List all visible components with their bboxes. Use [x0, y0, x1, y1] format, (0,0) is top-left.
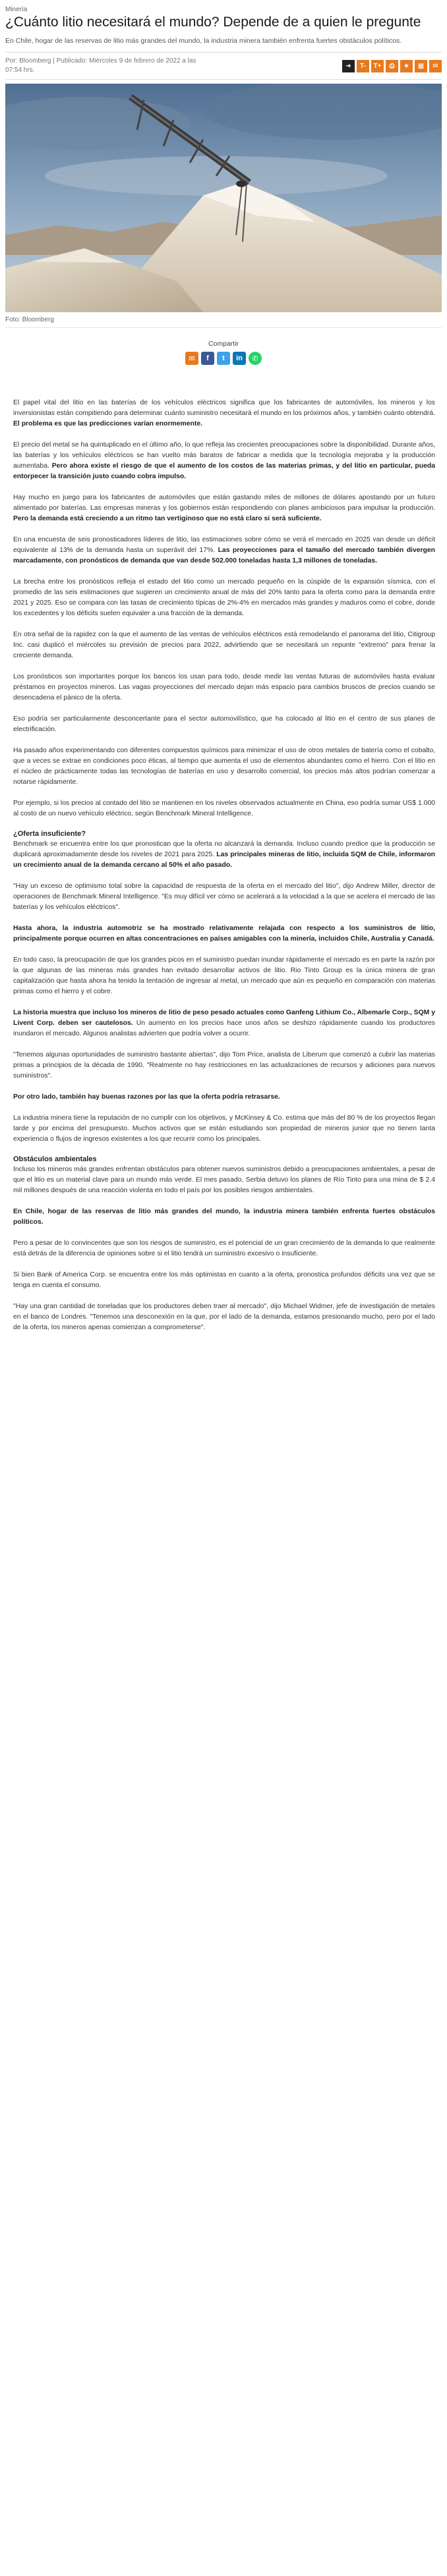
favorite-icon[interactable]: ★ — [400, 60, 413, 72]
article-paragraph — [13, 1165, 435, 1196]
paragraph-text: Si bien Bank of America Corp. se encuentra entre los más optimistas en cuanto a la oferta, pronostica profundos déficits una vez que se tenga en cuenta el consumo. — [13, 1271, 435, 1289]
meta-bar — [5, 52, 442, 80]
article-paragraph — [13, 1092, 435, 1103]
byline: Por: Bloomberg | Publicado: Miércoles 9 de febrero de 2022 a las 07:54 hrs. — [5, 57, 196, 74]
photo-caption: Foto: Bloomberg — [5, 316, 442, 328]
font-increase-button[interactable]: T+ — [371, 60, 384, 72]
section-tag[interactable]: Minería — [5, 6, 28, 13]
article-paragraph — [13, 1302, 435, 1333]
paragraph-highlight: Pero la demanda está creciendo a un ritmo tan vertiginoso que no está claro si será suficiente. — [13, 515, 322, 522]
share-icons — [5, 352, 442, 365]
share-arrow-icon[interactable]: ➜ — [342, 60, 355, 72]
article-paragraph — [13, 672, 435, 703]
paragraph-text: En otra señal de la rapidez con la que el aumento de las ventas de vehículos eléctricos está remodelando el panorama del litio, Citigroup Inc. casi duplicó el miércoles su previsión de precios para 2022, advirtiendo que se necesitará un repunte "extremo" para frenar la creciente demanda. — [13, 631, 435, 659]
paragraph-highlight: Las principales mineras de litio, incluida SQM de Chile, informaron un crecimiento anual de la demanda cercano al 50% el año pasado. — [13, 851, 436, 869]
linkedin-icon[interactable]: in — [233, 352, 246, 365]
paragraph-text: "Hay una gran cantidad de toneladas que los productores deben traer al mercado", dijo Michael Widmer, jefe de investigación de metales en el banco de Londres. "Tenemos una desconexión en la que, por el lado de la demanda, estamos presionando mucho, pero por el lado de la oferta, los mineros apenas comienzan a comprometerse". — [13, 1303, 435, 1331]
share-label: Compartir — [208, 340, 239, 348]
article-toolbar — [342, 60, 442, 72]
article-paragraph — [13, 714, 435, 735]
article-paragraph — [13, 798, 435, 819]
paragraph-text: Por ejemplo, si los precios al contado del litio se mantienen en los niveles observados actualmente en China, eso podría sumar US$ 1.000 al costo de un nuevo vehículo eléctrico, según Benchmark Mineral Intelligence. — [13, 800, 435, 817]
twitter-icon[interactable]: t — [217, 352, 230, 365]
article-paragraph — [13, 440, 435, 482]
paragraph-text: "Hay un exceso de optimismo total sobre la capacidad de respuesta de la oferta en el mercado del litio", dijo Andrew Miller, director de operaciones de Benchmark Mineral Intelligence. "Es muy difícil ver cómo se acelerará a la velocidad a la que se acelera el mercado de las baterías y los vehículos eléctricos". — [13, 883, 435, 911]
paragraph-text: Pero a pesar de lo convincentes que son los riesgos de suministro, es el potencial de un gran crecimiento de la demanda lo que realmente está detrás de la diferencia de opiniones sobre si el litio tendrá un suministro excesivo o insuficiente. — [13, 1240, 435, 1257]
article-paragraph — [13, 1207, 435, 1228]
paragraph-text: Ha pasado años experimentando con diferentes compuestos químicos para minimizar el uso de otros metales de batería como el cobalto, que a veces se extrae en condiciones poco éticas, al tiempo que aumenta el uso de elementos abundantes como el hierro. Con el litio en el núcleo de prácticamente todas las tecnologías de baterías en uso y desarrollo comercial, los precios más altos podrían comenzar a notarse rápidamente. — [13, 747, 435, 786]
article-paragraph — [13, 746, 435, 788]
article-paragraph — [13, 881, 435, 913]
paragraph-highlight: Pero ahora existe el riesgo de que el aumento de los costos de las materias primas, y del litio en particular, pueda entorpecer la transición justo cuando cobra impulso. — [13, 462, 435, 480]
section-heading: ¿Oferta insuficiente? — [13, 830, 86, 838]
article-paragraph — [13, 493, 435, 524]
paragraph-text: El papel vital del litio en las baterías de los vehículos eléctricos significa que los fabricantes de automóviles, los mineros y los inversionistas están compitiendo para determinar cuánto suministro necesitará el mundo en los próximos años, y también cuánto obtendrá. — [13, 399, 435, 417]
section-heading: Obstáculos ambientales — [13, 1155, 97, 1163]
paragraph-highlight: Las proyecciones para el tamaño del mercado también divergen marcadamente, con pronósticos de demanda que van desde 502.000 toneladas hasta 1,3 millones de toneladas. — [13, 547, 436, 564]
paragraph-highlight: El problema es que las predicciones varían enormemente. — [13, 420, 203, 427]
article-paragraph — [13, 1270, 435, 1291]
hero-photo — [5, 84, 442, 312]
article-paragraph — [13, 535, 435, 566]
paragraph-text: Benchmark se encuentra entre los que pronostican que la oferta no alcanzará la demanda. Incluso cuando predice que la producción se duplicará aproximadamente desde los niveles de 2021 para 2025. — [13, 840, 435, 858]
paragraph-highlight: Hasta ahora, la industria automotriz se ha mostrado relativamente relajada con respecto a los suministros de litio, principalmente porque ocurren en altas concentraciones en países amigables con la minería, incluidos Chile, Australia y Canadá. — [13, 925, 435, 943]
paragraph-text: La brecha entre los pronósticos refleja el estado del litio como un mercado pequeño en la cúspide de la expansión sísmica, con el promedio de las seis estimaciones que sugieren un crecimiento anual de más del 20% tanto para la oferta como para la demanda entre 2021 y 2025. Eso se compara con las tasas de crecimiento típicas de 2%-4% en mercados más grandes y maduros como el cobre, donde los excedentes y los déficits suelen equivaler a una fracción de la demanda. — [13, 578, 435, 617]
mail-icon[interactable]: ✉ — [429, 60, 442, 72]
article-paragraph — [13, 1008, 435, 1039]
paragraph-text: En una encuesta de seis pronosticadores líderes de litio, las estimaciones sobre cómo se verá el mercado en 2025 van desde un déficit equivalente al 13% de la demanda hasta un superávit del 17%. — [13, 536, 435, 554]
article-paragraph — [13, 923, 435, 945]
print-icon[interactable]: ⎙ — [386, 60, 398, 72]
grid-icon[interactable]: ▦ — [415, 60, 427, 72]
paragraph-text: Incluso los mineros más grandes enfrentan obstáculos para obtener nuevos suministros debido a preocupaciones ambientales, a pesar de que el litio es un material clave para un mundo más verde. El mes pasado, Serbia detuvo los planes de Río Tinto para una mina de $ 2.4 mil millones después de una reacción violenta en todo el país por los posibles riesgos ambientales. — [13, 1166, 435, 1194]
paragraph-text: "Tenemos algunas oportunidades de suministro bastante abiertas", dijo Tom Price, analista de Liberum que comenzó a cubrir las materias primas a principios de la década de 1990. "Realmente no hay restricciones en las actualizaciones de recursos y adiciones para nuevos suministros". — [13, 1051, 435, 1080]
font-decrease-button[interactable]: T- — [357, 60, 369, 72]
paragraph-text: Los pronósticos son importantes porque los bancos los usan para todo, desde medir las ventas futuras de automóviles hasta evaluar préstamos en proyectos mineros. Las vagas proyecciones del mercado dejan más espacio para cambios bruscos de precios cuando se desencadena el pánico de la oferta. — [13, 673, 435, 701]
email-share-icon[interactable]: ✉ — [185, 352, 198, 365]
paragraph-highlight: La historia muestra que incluso los mineros de litio de peso pesado actuales como Ganfeng Lithium Co., Albemarle Corp., SQM y Livent Corp. deben ser cautelosos. — [13, 1009, 435, 1027]
article-paragraph — [13, 630, 435, 661]
whatsapp-icon[interactable]: ✆ — [249, 352, 262, 365]
article-paragraph — [13, 577, 435, 619]
article-body — [5, 398, 442, 1333]
paragraph-highlight: En Chile, hogar de las reservas de litio más grandes del mundo, la industria minera también enfrenta fuertes obstáculos políticos. — [13, 1208, 435, 1226]
paragraph-text: Eso podría ser particularmente desconcertante para el sector automovilístico, que ha colocado al litio en el centro de sus planes de electrificación. — [13, 715, 435, 733]
share-block — [5, 340, 442, 365]
paragraph-text: La industria minera tiene la reputación de no cumplir con los objetivos, y McKinsey & Co. estima que más del 80 % de los proyectos llegan tarde y por encima del presupuesto. Muchos activos que se están estudiando son propiedad de mineros junior que no tienen tanta experiencia o flujos de ingresos existentes a los que recurrir como los principales. — [13, 1114, 435, 1143]
article-paragraph — [13, 1050, 435, 1082]
article-paragraph — [13, 955, 435, 997]
article-paragraph — [13, 398, 435, 429]
article-paragraph — [13, 1113, 435, 1145]
article-paragraph — [13, 1238, 435, 1259]
paragraph-text: En todo caso, la preocupación de que los grandes picos en el suministro puedan inundar rápidamente el mercado es en parte la razón por la que algunas de las mineras más grandes han evitado desarrollar activos de litio. Rio Tinto Group es la única minera de gran capitalización que hasta ahora ha tenido la tentación de ingresar al metal, un mercado que aún es pequeño en comparación con materias primas como el hierro y el cobre. — [13, 956, 435, 995]
article-lead: En Chile, hogar de las reservas de litio más grandes del mundo, la industria minera también enfrenta fuertes obstáculos políticos. — [5, 37, 402, 45]
article-paragraph — [13, 839, 435, 871]
facebook-icon[interactable]: f — [201, 352, 214, 365]
paragraph-highlight: Por otro lado, también hay buenas razones por las que la oferta podría retrasarse. — [13, 1093, 280, 1101]
article-title: ¿Cuánto litio necesitará el mundo? Depende de a quien le pregunte — [5, 14, 421, 30]
paragraph-text: El precio del metal se ha quintuplicado en el último año, lo que refleja las crecientes preocupaciones sobre la disponibilidad. Durante años, las baterías y los vehículos eléctricos se han vuelto más baratos de fabricar a medida que la tecnología mejoraba y la producción aumentaba. — [13, 441, 435, 470]
paragraph-text: Un aumento en los precios hace unos años se deshizo rápidamente cuando los productores inundaron el mercado. Algunos analistas advierten que podría volver a ocurrir. — [13, 1020, 435, 1037]
paragraph-text: Hay mucho en juego para los fabricantes de automóviles que están gastando miles de millones de dólares apostando por un futuro alimentado por baterías. Las empresas mineras y los gobiernos están respondiendo con planes ambiciosos para impulsar la producción. — [13, 494, 435, 512]
